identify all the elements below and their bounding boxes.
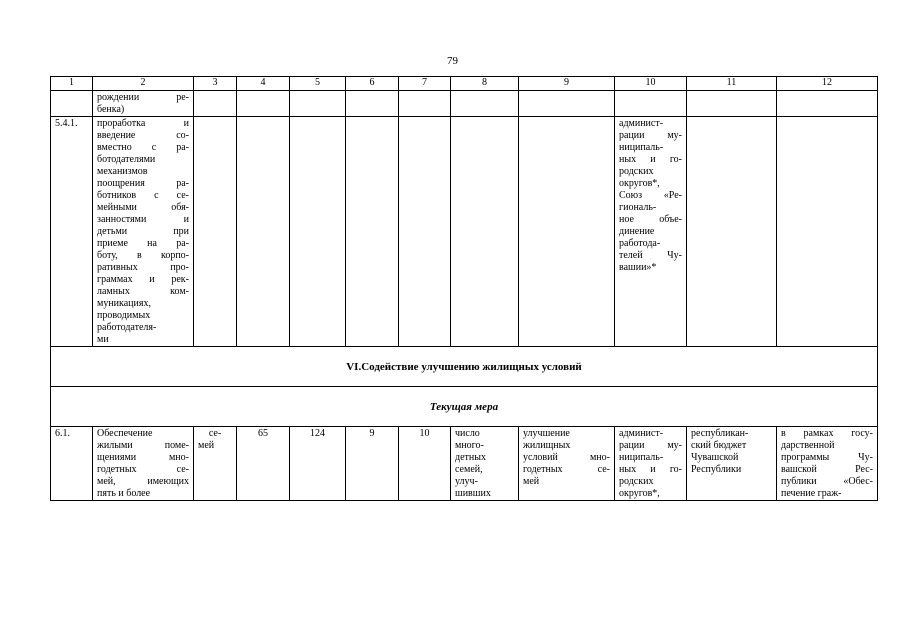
text-line: Обеспечение (97, 428, 153, 439)
text-line: гиональ- (619, 202, 657, 213)
col-header: 3 (194, 77, 237, 91)
column-number-row (51, 77, 878, 91)
col-header: 4 (237, 77, 290, 91)
indicator-text (451, 427, 519, 501)
text-line: рации му- (619, 130, 682, 141)
text-line: ных и го- (619, 464, 682, 475)
text-line: республикан- (691, 428, 749, 439)
text-line: число (455, 428, 480, 439)
value-cell: 10 (399, 427, 451, 501)
text-line: годетных се- (523, 464, 610, 475)
text-line: механизмов (97, 166, 148, 177)
text-line: публики «Обес- (781, 476, 873, 487)
col-header: 11 (687, 77, 777, 91)
text-line: боту, в корпо- (97, 250, 189, 261)
section-row (51, 347, 878, 387)
text-line: вашской Рес- (781, 464, 873, 475)
text-line: ский бюджет (691, 440, 747, 451)
text-line: семей, (455, 464, 483, 475)
text-line: программы Чу- (781, 452, 873, 463)
notes-text (777, 427, 878, 501)
text-line: жилыми поме- (97, 440, 189, 451)
text-line: условий мно- (523, 452, 610, 463)
text-line: бенка) (97, 104, 125, 115)
subsection-row (51, 387, 878, 427)
text-line: приеме на ра- (97, 238, 189, 249)
text-line: мей (198, 440, 215, 451)
table-row-continued (51, 91, 878, 117)
text-line: пять и более (97, 488, 151, 499)
text-line: вашии»* (619, 262, 657, 273)
text-line: в рамках госу- (781, 428, 873, 439)
col-header: 2 (93, 77, 194, 91)
text-line: родских (619, 476, 654, 487)
col-header: 5 (290, 77, 346, 91)
text-line: улучшение (523, 428, 570, 439)
section-title: VI.Содействие улучшению жилищных условий (51, 347, 878, 387)
text-line: работодателя- (97, 322, 157, 333)
col-header: 8 (451, 77, 519, 91)
text-line: рождении ре- (97, 92, 189, 103)
text-line: занностями и (97, 214, 189, 225)
col-header: 10 (615, 77, 687, 91)
text-line: годетных се- (97, 464, 189, 475)
funding-text (687, 427, 777, 501)
measure-text (93, 427, 194, 501)
text-line: Республики (691, 464, 742, 475)
text-line: работода- (619, 238, 661, 249)
text-line: телей Чу- (619, 250, 682, 261)
text-line: дарственной (781, 440, 835, 451)
executors-text (615, 117, 687, 347)
text-line: ниципаль- (619, 452, 664, 463)
text-line: проводимых (97, 310, 151, 321)
text-line: печение граж- (781, 488, 842, 499)
text-line: щениями мно- (97, 452, 189, 463)
text-line: мей (523, 476, 540, 487)
text-line: поощрения ра- (97, 178, 189, 189)
text-line: вместно с ра- (97, 142, 189, 153)
text-line: улуч- (455, 476, 478, 487)
measure-text (93, 91, 194, 117)
measures-table (50, 76, 878, 501)
text-line: детьми при (97, 226, 189, 237)
result-text (519, 427, 615, 501)
text-line: много- (455, 440, 484, 451)
row-number: 5.4.1. (51, 117, 93, 347)
text-line: ративных про- (97, 262, 189, 273)
col-header: 1 (51, 77, 93, 91)
text-line: Союз «Ре- (619, 190, 682, 201)
text-line: округов*, (619, 178, 660, 189)
text-line: родских (619, 166, 654, 177)
text-line: детных (455, 452, 486, 463)
text-line: проработка и (97, 118, 189, 129)
text-line: ботодателями (97, 154, 156, 165)
col-header: 9 (519, 77, 615, 91)
table-row-5-4-1 (51, 117, 878, 347)
table-row-6-1 (51, 427, 878, 501)
text-line: жилищных (523, 440, 571, 451)
text-line: админист- (619, 118, 664, 129)
text-line: муникациях, (97, 298, 151, 309)
page-number: 79 (447, 55, 458, 67)
text-line: мейными обя- (97, 202, 189, 213)
subsection-title: Текущая мера (51, 387, 878, 427)
text-line: динение (619, 226, 655, 237)
text-line: рации му- (619, 440, 682, 451)
text-line: Чувашской (691, 452, 739, 463)
text-line: ниципаль- (619, 142, 664, 153)
text-line: округов*, (619, 488, 660, 499)
text-line: ламных ком- (97, 286, 189, 297)
text-line: ботников с се- (97, 190, 189, 201)
text-line: ное объе- (619, 214, 682, 225)
text-line: админист- (619, 428, 664, 439)
col-header: 6 (346, 77, 399, 91)
value-cell: 65 (237, 427, 290, 501)
row-number: 6.1. (51, 427, 93, 501)
value-cell: 124 (290, 427, 346, 501)
executors-text (615, 427, 687, 501)
col-header: 12 (777, 77, 878, 91)
text-line: се- (208, 428, 222, 439)
value-cell: 9 (346, 427, 399, 501)
unit-text (194, 427, 237, 501)
text-line: введение со- (97, 130, 189, 141)
text-line: граммах и рек- (97, 274, 189, 285)
text-line: шивших (455, 488, 491, 499)
col-header: 7 (399, 77, 451, 91)
text-line: ми (97, 334, 109, 345)
text-line: мей, имеющих (97, 476, 189, 487)
measure-text (93, 117, 194, 347)
text-line: ных и го- (619, 154, 682, 165)
